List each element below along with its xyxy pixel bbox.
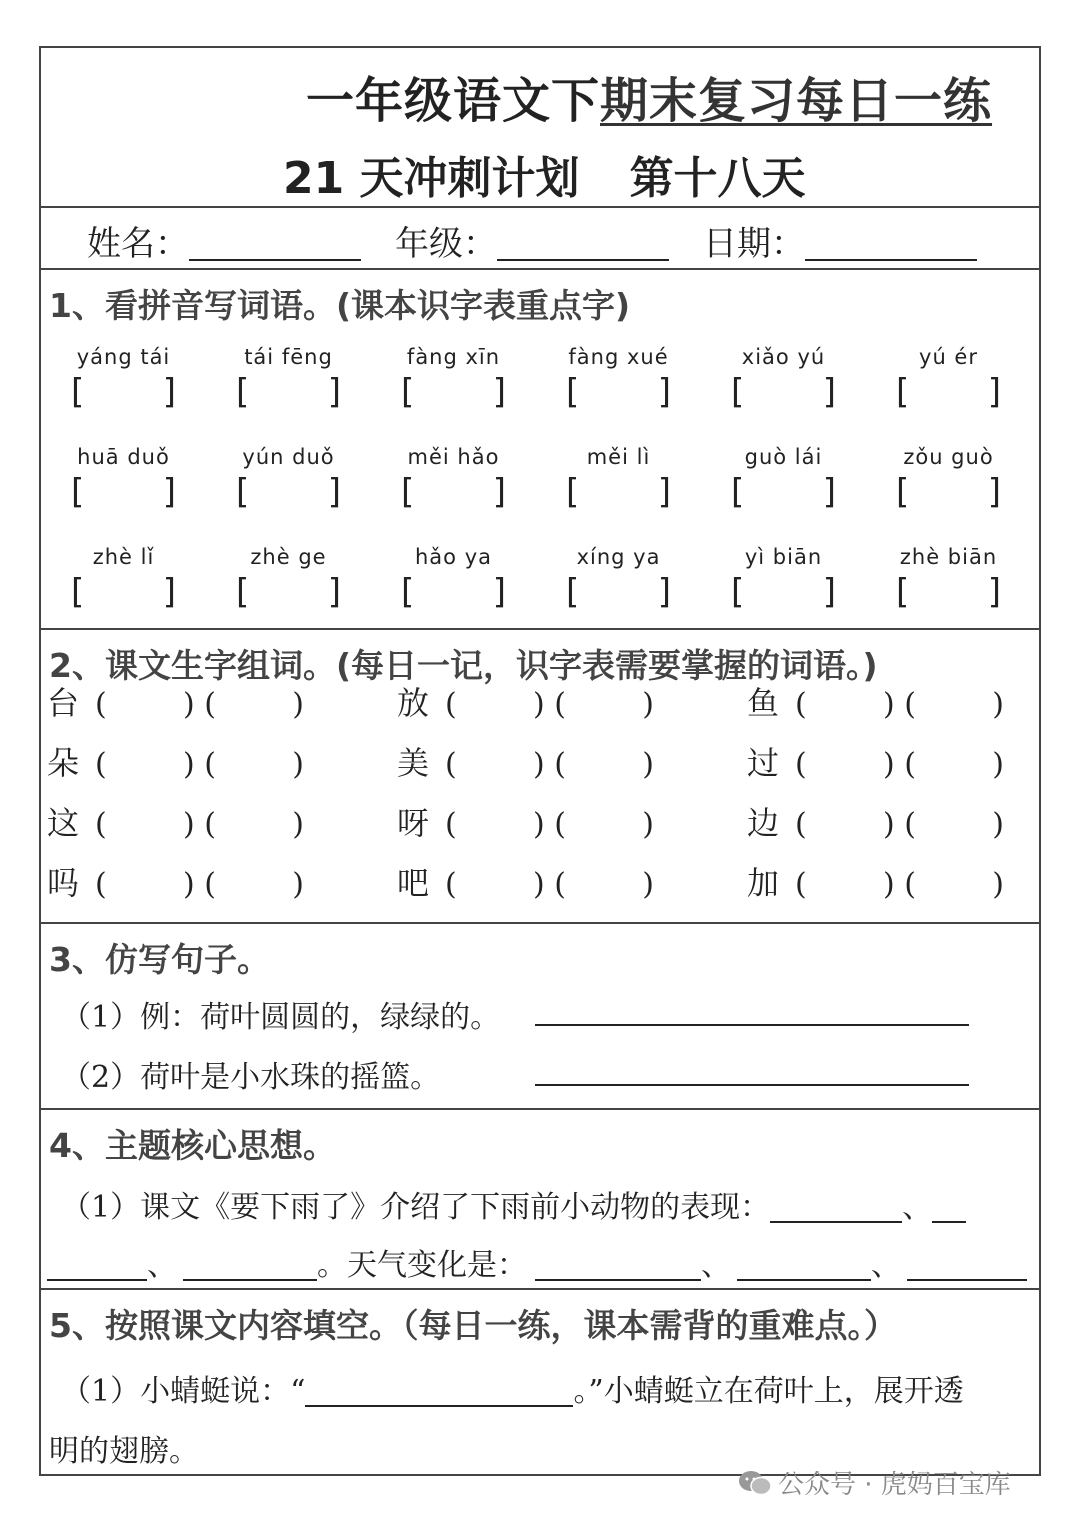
word-building-item xyxy=(747,798,1004,844)
left-bracket: [ xyxy=(401,472,415,512)
left-bracket: [ xyxy=(896,472,910,512)
pinyin-item xyxy=(371,342,536,416)
word-blanks[interactable]: ( ) ( ) xyxy=(445,687,654,722)
right-bracket: ] xyxy=(822,472,836,512)
section-sentence-imitation xyxy=(41,924,1039,1110)
answer-brackets[interactable] xyxy=(41,372,206,416)
right-bracket: ] xyxy=(492,472,506,512)
name-blank[interactable] xyxy=(189,259,361,261)
section-core-idea xyxy=(41,1110,1039,1290)
word-building-item xyxy=(47,738,304,784)
pinyin-item xyxy=(371,442,536,516)
sentence-1-text: （1）例：荷叶圆圆的，绿绿的。 xyxy=(61,1000,501,1035)
pinyin-item xyxy=(866,442,1031,516)
pinyin-item xyxy=(41,542,206,616)
info-section xyxy=(41,208,1039,270)
section2-heading: 2、课文生字组词。(每日一记，识字表需要掌握的词语。) xyxy=(49,646,878,685)
word-blanks[interactable]: ( ) ( ) xyxy=(795,807,1004,842)
grade-blank[interactable] xyxy=(497,259,669,261)
answer-brackets[interactable] xyxy=(371,472,536,516)
answer-brackets[interactable] xyxy=(866,372,1031,416)
subtitle-plan: 21 天冲刺计划 xyxy=(283,153,580,204)
sentence-item-2 xyxy=(61,1052,440,1096)
pinyin-text: xíng ya xyxy=(576,545,661,569)
name-field[interactable] xyxy=(87,216,361,265)
separator: 、 xyxy=(871,1248,901,1283)
name-label: 姓名： xyxy=(87,224,189,264)
answer-brackets[interactable] xyxy=(206,472,371,516)
right-bracket: ] xyxy=(492,572,506,612)
right-bracket: ] xyxy=(657,472,671,512)
pinyin-item xyxy=(371,542,536,616)
word-blanks[interactable]: ( ) ( ) xyxy=(795,747,1004,782)
weather-blank-1[interactable] xyxy=(535,1279,701,1281)
left-bracket: [ xyxy=(731,572,745,612)
pinyin-item xyxy=(866,342,1031,416)
section-word-building xyxy=(41,630,1039,924)
pinyin-text: zhè biān xyxy=(899,545,998,569)
sentence-2-blank[interactable] xyxy=(535,1084,969,1086)
wechat-icon xyxy=(738,1469,772,1497)
pinyin-item xyxy=(206,442,371,516)
right-bracket: ] xyxy=(492,372,506,412)
right-bracket: ] xyxy=(822,372,836,412)
pinyin-item xyxy=(206,542,371,616)
answer-brackets[interactable] xyxy=(866,572,1031,616)
left-bracket: [ xyxy=(566,472,580,512)
pinyin-item xyxy=(701,442,866,516)
word-blanks[interactable]: ( ) ( ) xyxy=(95,867,304,902)
grade-field[interactable] xyxy=(395,216,669,265)
sentence-item-1 xyxy=(61,992,500,1036)
page-title xyxy=(306,62,992,131)
answer-brackets[interactable] xyxy=(206,572,371,616)
pinyin-text: yì biān xyxy=(744,545,823,569)
left-bracket: [ xyxy=(401,572,415,612)
word-building-item xyxy=(747,678,1004,724)
pinyin-item xyxy=(41,342,206,416)
right-bracket: ] xyxy=(327,372,341,412)
character: 朵 xyxy=(47,744,80,782)
word-building-item xyxy=(47,798,304,844)
right-bracket: ] xyxy=(657,572,671,612)
character: 边 xyxy=(747,804,780,842)
left-bracket: [ xyxy=(71,372,85,412)
character: 呀 xyxy=(397,804,430,842)
answer-brackets[interactable] xyxy=(866,472,1031,516)
right-bracket: ] xyxy=(162,372,176,412)
sentence-2-text: （2）荷叶是小水珠的摇篮。 xyxy=(61,1060,441,1095)
word-blanks[interactable]: ( ) ( ) xyxy=(445,807,654,842)
pinyin-text: měi hǎo xyxy=(407,445,500,469)
sentence-1-blank[interactable] xyxy=(535,1024,969,1026)
pinyin-text: zǒu guò xyxy=(903,445,994,469)
pinyin-text: fàng xīn xyxy=(406,345,501,369)
core-idea-question: （1）课文《要下雨了》介绍了下雨前小动物的表现： xyxy=(61,1190,771,1225)
animal-blank-2-end[interactable] xyxy=(47,1279,147,1281)
animal-blank-1[interactable] xyxy=(770,1221,902,1223)
answer-brackets[interactable] xyxy=(206,372,371,416)
page-subtitle xyxy=(283,142,806,206)
right-bracket: ] xyxy=(822,572,836,612)
core-idea-line-1 xyxy=(61,1182,966,1226)
right-bracket: ] xyxy=(327,572,341,612)
answer-brackets[interactable] xyxy=(371,572,536,616)
answer-brackets[interactable] xyxy=(536,572,701,616)
subtitle-day: 第十八天 xyxy=(629,153,806,204)
answer-brackets[interactable] xyxy=(536,472,701,516)
separator: 、 xyxy=(147,1248,177,1283)
pinyin-item xyxy=(866,542,1031,616)
dragonfly-prefix: （1）小蜻蜓说：“ xyxy=(61,1374,306,1409)
separator: 、 xyxy=(701,1248,731,1283)
left-bracket: [ xyxy=(896,572,910,612)
dragonfly-suffix: 。”小蜻蜓立在荷叶上，展开透 xyxy=(573,1374,964,1409)
answer-brackets[interactable] xyxy=(41,572,206,616)
separator: 、 xyxy=(902,1190,933,1225)
word-blanks[interactable]: ( ) ( ) xyxy=(795,687,1004,722)
character: 吧 xyxy=(397,864,430,902)
pinyin-text: huā duǒ xyxy=(77,445,170,469)
right-bracket: ] xyxy=(162,572,176,612)
left-bracket: [ xyxy=(566,572,580,612)
character: 美 xyxy=(397,744,430,782)
grade-label: 年级： xyxy=(395,224,497,264)
left-bracket: [ xyxy=(71,472,85,512)
date-label: 日期： xyxy=(703,224,805,264)
word-building-item xyxy=(397,678,654,724)
character: 吗 xyxy=(47,864,80,902)
title-underlined: 期末复习每日一练 xyxy=(600,73,993,129)
answer-brackets[interactable] xyxy=(371,372,536,416)
character: 台 xyxy=(47,684,80,722)
pinyin-item xyxy=(701,342,866,416)
watermark xyxy=(738,1464,1011,1501)
date-blank[interactable] xyxy=(805,259,977,261)
right-bracket: ] xyxy=(162,472,176,512)
fill-blank-line-1 xyxy=(61,1366,964,1410)
word-blanks[interactable]: ( ) ( ) xyxy=(795,867,1004,902)
section-fill-blank xyxy=(41,1290,1039,1476)
answer-brackets[interactable] xyxy=(701,372,866,416)
left-bracket: [ xyxy=(896,372,910,412)
section3-heading: 3、仿写句子。 xyxy=(49,940,270,979)
left-bracket: [ xyxy=(236,472,250,512)
answer-brackets[interactable] xyxy=(701,572,866,616)
pinyin-text: měi lì xyxy=(586,445,651,469)
word-building-item xyxy=(397,798,654,844)
section-pinyin xyxy=(41,270,1039,630)
pinyin-item xyxy=(536,442,701,516)
pinyin-text: yáng tái xyxy=(76,345,171,369)
left-bracket: [ xyxy=(731,372,745,412)
pinyin-text: xiǎo yú xyxy=(741,345,826,369)
period: 。 xyxy=(317,1248,347,1283)
right-bracket: ] xyxy=(657,372,671,412)
weather-label: 天气变化是： xyxy=(347,1248,527,1283)
word-building-item xyxy=(397,738,654,784)
word-building-item xyxy=(47,858,304,904)
word-building-item xyxy=(397,858,654,904)
left-bracket: [ xyxy=(566,372,580,412)
answer-brackets[interactable] xyxy=(41,472,206,516)
left-bracket: [ xyxy=(71,572,85,612)
fill-blank-line-2 xyxy=(49,1426,199,1470)
answer-brackets[interactable] xyxy=(701,472,866,516)
character: 这 xyxy=(47,804,80,842)
pinyin-text: hǎo ya xyxy=(415,545,492,569)
character: 加 xyxy=(747,864,780,902)
title-plain: 一年级语文下 xyxy=(306,73,601,129)
worksheet xyxy=(39,46,1041,1476)
word-blanks[interactable]: ( ) ( ) xyxy=(95,807,304,842)
core-idea-line-2 xyxy=(47,1240,1027,1284)
pinyin-text: fàng xué xyxy=(568,345,669,369)
right-bracket: ] xyxy=(987,572,1001,612)
right-bracket: ] xyxy=(327,472,341,512)
section4-heading: 4、主题核心思想。 xyxy=(49,1126,336,1165)
date-field[interactable] xyxy=(703,216,977,265)
pinyin-text: zhè lǐ xyxy=(92,545,155,569)
word-blanks[interactable]: ( ) ( ) xyxy=(95,747,304,782)
pinyin-text: guò lái xyxy=(744,445,823,469)
word-blanks[interactable]: ( ) ( ) xyxy=(445,867,654,902)
pinyin-item xyxy=(41,442,206,516)
pinyin-text: yú ér xyxy=(919,345,978,369)
section1-heading: 1、看拼音写词语。(课本识字表重点字) xyxy=(49,286,631,325)
pinyin-item xyxy=(536,342,701,416)
pinyin-text: yún duǒ xyxy=(242,445,335,469)
left-bracket: [ xyxy=(731,472,745,512)
word-blanks[interactable]: ( ) ( ) xyxy=(95,687,304,722)
word-building-item xyxy=(747,738,1004,784)
pinyin-item xyxy=(536,542,701,616)
character: 过 xyxy=(747,744,780,782)
character: 放 xyxy=(397,684,430,722)
pinyin-item xyxy=(206,342,371,416)
animal-blank-2-start[interactable] xyxy=(932,1221,966,1223)
dragonfly-line2: 明的翅膀。 xyxy=(49,1434,199,1469)
pinyin-text: zhè ge xyxy=(250,545,327,569)
weather-blank-3[interactable] xyxy=(907,1279,1027,1281)
left-bracket: [ xyxy=(401,372,415,412)
left-bracket: [ xyxy=(236,372,250,412)
pinyin-text: tái fēng xyxy=(244,345,333,369)
right-bracket: ] xyxy=(987,472,1001,512)
watermark-text: 公众号 · 虎妈百宝库 xyxy=(778,1470,1011,1500)
right-bracket: ] xyxy=(987,372,1001,412)
word-building-item xyxy=(747,858,1004,904)
word-blanks[interactable]: ( ) ( ) xyxy=(445,747,654,782)
dragonfly-quote-blank[interactable] xyxy=(305,1405,573,1407)
answer-brackets[interactable] xyxy=(536,372,701,416)
pinyin-item xyxy=(701,542,866,616)
animal-blank-3[interactable] xyxy=(183,1279,317,1281)
weather-blank-2[interactable] xyxy=(737,1279,871,1281)
word-building-item xyxy=(47,678,304,724)
left-bracket: [ xyxy=(236,572,250,612)
character: 鱼 xyxy=(747,684,780,722)
section5-heading: 5、按照课文内容填空。（每日一练，课本需背的重难点。） xyxy=(49,1306,897,1345)
title-section xyxy=(41,48,1039,208)
